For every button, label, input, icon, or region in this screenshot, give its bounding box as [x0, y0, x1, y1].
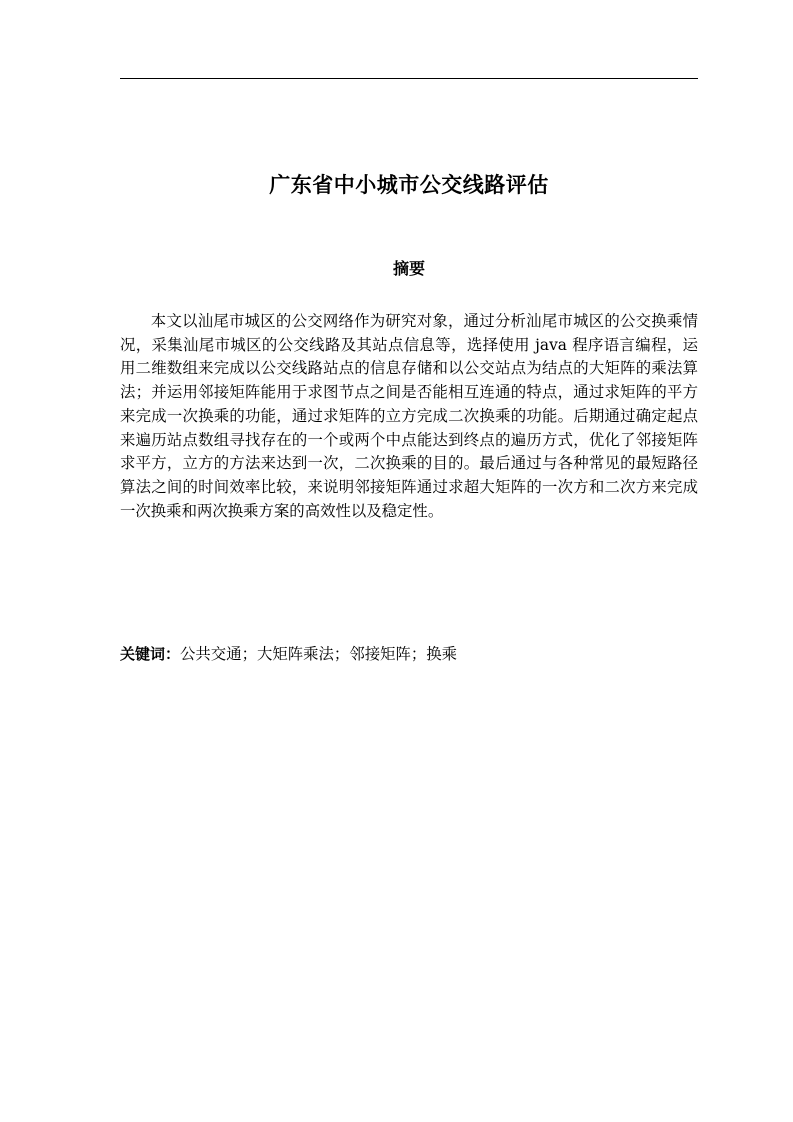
keywords-line — [120, 643, 698, 667]
keywords-label: 关键词： — [120, 645, 181, 663]
header-rule — [120, 78, 698, 79]
abstract-heading: 摘要 — [392, 259, 425, 278]
keywords-text: 公共交通；大矩阵乘法；邻接矩阵；换乘 — [180, 645, 458, 663]
document-title: 广东省中小城市公交线路评估 — [269, 173, 549, 197]
abstract-body: 本文以汕尾市城区的公交网络作为研究对象，通过分析汕尾市城区的公交换乘情况，采集汕尾市城区的公交线路及其站点信息等，选择使用 java 程序语言编程，运用二维数组来完成以公交线路站点的信息存储和以公交站点为结点的大矩阵的乘法算法；并运用邻接矩阵能用于求图节点之间是否能相互连通的特点，通过求矩阵的平方来完成一次换乘的功能，通过求矩阵的立方完成二次换乘的功能。后期通过确定起点来遍历站点数组寻找存在的一个或两个中点能达到终点的遍历方式，优化了邻接矩阵求平方，立方的方法来达到一次，二次换乘的目的。最后通过与各种常见的最短路径算法之间的时间效率比较，来说明邻接矩阵通过求超大矩阵的一次方和二次方来完成一次换乘和两次换乘方案的高效性以及稳定性。 — [120, 312, 698, 520]
